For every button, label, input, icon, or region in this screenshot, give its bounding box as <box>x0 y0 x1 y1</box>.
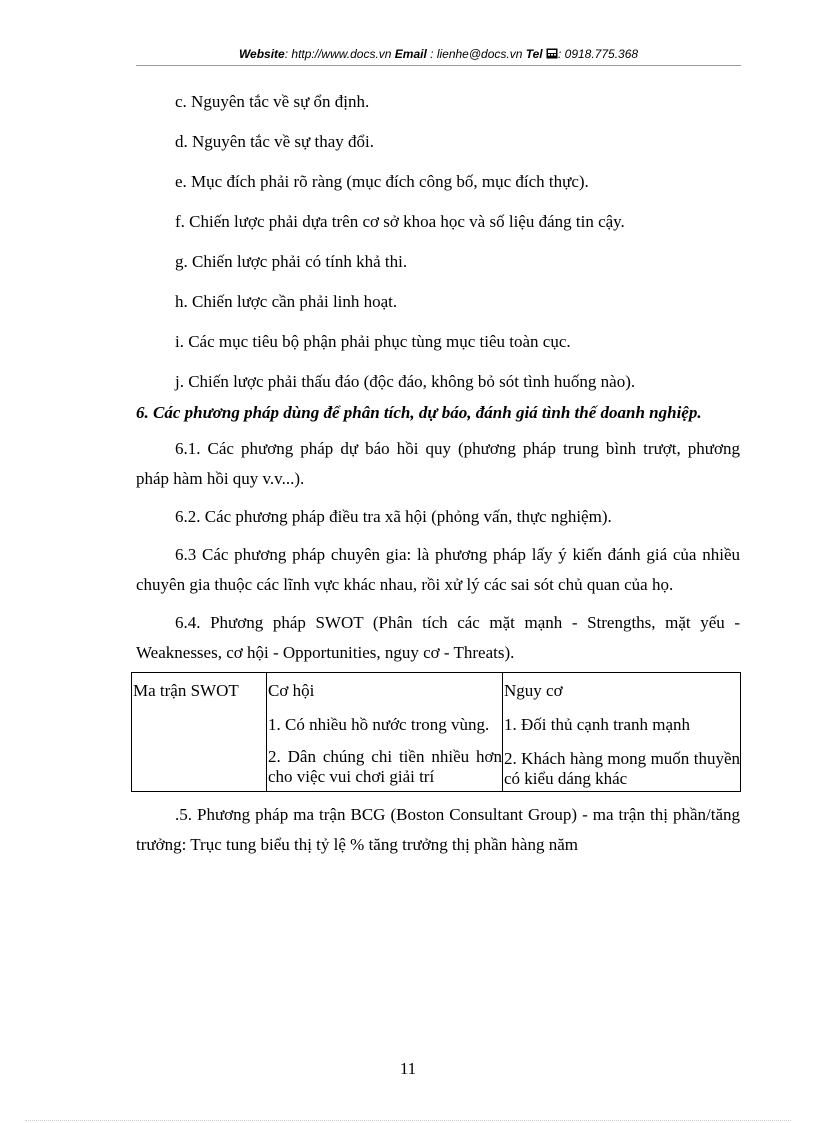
list-item: g. Chiến lược phải có tính khả thi. <box>175 252 408 271</box>
tel-label: Tel <box>525 47 543 61</box>
table-row <box>132 673 741 792</box>
paragraph-6-2: 6.2. Các phương pháp điều tra xã hội (phỏng vấn, thực nghiệm). <box>175 507 612 526</box>
website-label: Website <box>238 47 285 61</box>
page-number: 11 <box>399 1059 417 1078</box>
section-heading: 6. Các phương pháp dùng để phân tích, dự báo, đánh giá tình thế doanh nghiệp. <box>136 403 702 422</box>
threat-item: 1. Đối thủ cạnh tranh mạnh <box>504 715 691 734</box>
paragraph-6-4: 6.4. Phương pháp SWOT (Phân tích các mặt mạnh - Strengths, mặt yếu - Weaknesses, cơ hội - Opportunities, nguy cơ - Threats). <box>136 613 740 662</box>
email-value: : lienhe@docs.vn <box>430 47 523 61</box>
bottom-divider <box>25 1120 791 1121</box>
swot-header-cell <box>132 673 267 792</box>
list-item: h. Chiến lược cần phải linh hoạt. <box>175 292 398 311</box>
document-body <box>133 92 740 868</box>
opportunity-item: 1. Có nhiều hồ nước trong vùng. <box>268 715 490 734</box>
list-item: f. Chiến lược phải dựa trên cơ sở khoa học và số liệu đáng tin cậy. <box>175 212 625 231</box>
phone-icon <box>546 48 558 59</box>
threat-item: 2. Khách hàng mong muốn thuyền có kiểu dáng khác <box>504 749 740 788</box>
tel-value: : 0918.775.368 <box>557 47 639 61</box>
opportunity-item: 2. Dân chúng chi tiền nhiều hơn cho việc vui chơi giải trí <box>268 747 502 786</box>
paragraph-6-5: .5. Phương pháp ma trận BCG (Boston Consultant Group) - ma trận thị phần/tăng trưởng: Trục tung biểu thị tỷ lệ % tăng trưởng thị phần hàng năm <box>136 805 740 854</box>
opportunities-heading: Cơ hội <box>268 681 315 700</box>
email-label: Email <box>394 47 427 61</box>
list-item: j. Chiến lược phải thấu đáo (độc đáo, không bỏ sót tình huống nào). <box>175 372 636 391</box>
threats-heading: Nguy cơ <box>504 681 563 700</box>
swot-table <box>131 672 741 792</box>
page-header <box>136 47 741 66</box>
paragraph-6-1: 6.1. Các phương pháp dự báo hồi quy (phương pháp trung bình trượt, phương pháp hàm hồi quy v.v...). <box>136 439 740 488</box>
list-item: d. Nguyên tắc về sự thay đổi. <box>175 132 375 151</box>
opportunities-cell <box>267 673 503 792</box>
list-item: e. Mục đích phải rõ ràng (mục đích công bố, mục đích thực). <box>175 172 589 191</box>
list-item: i. Các mục tiêu bộ phận phải phục tùng mục tiêu toàn cục. <box>175 332 571 351</box>
threats-cell <box>503 673 741 792</box>
paragraph-6-3: 6.3 Các phương pháp chuyên gia: là phương pháp lấy ý kiến đánh giá của nhiều chuyên gia thuộc các lĩnh vực khác nhau, rồi xử lý các sai sót chủ quan của họ. <box>136 545 740 594</box>
swot-matrix-label: Ma trận SWOT <box>133 681 239 700</box>
website-value: : http://www.docs.vn <box>284 47 392 61</box>
list-item: c. Nguyên tắc về sự ổn định. <box>175 92 370 111</box>
